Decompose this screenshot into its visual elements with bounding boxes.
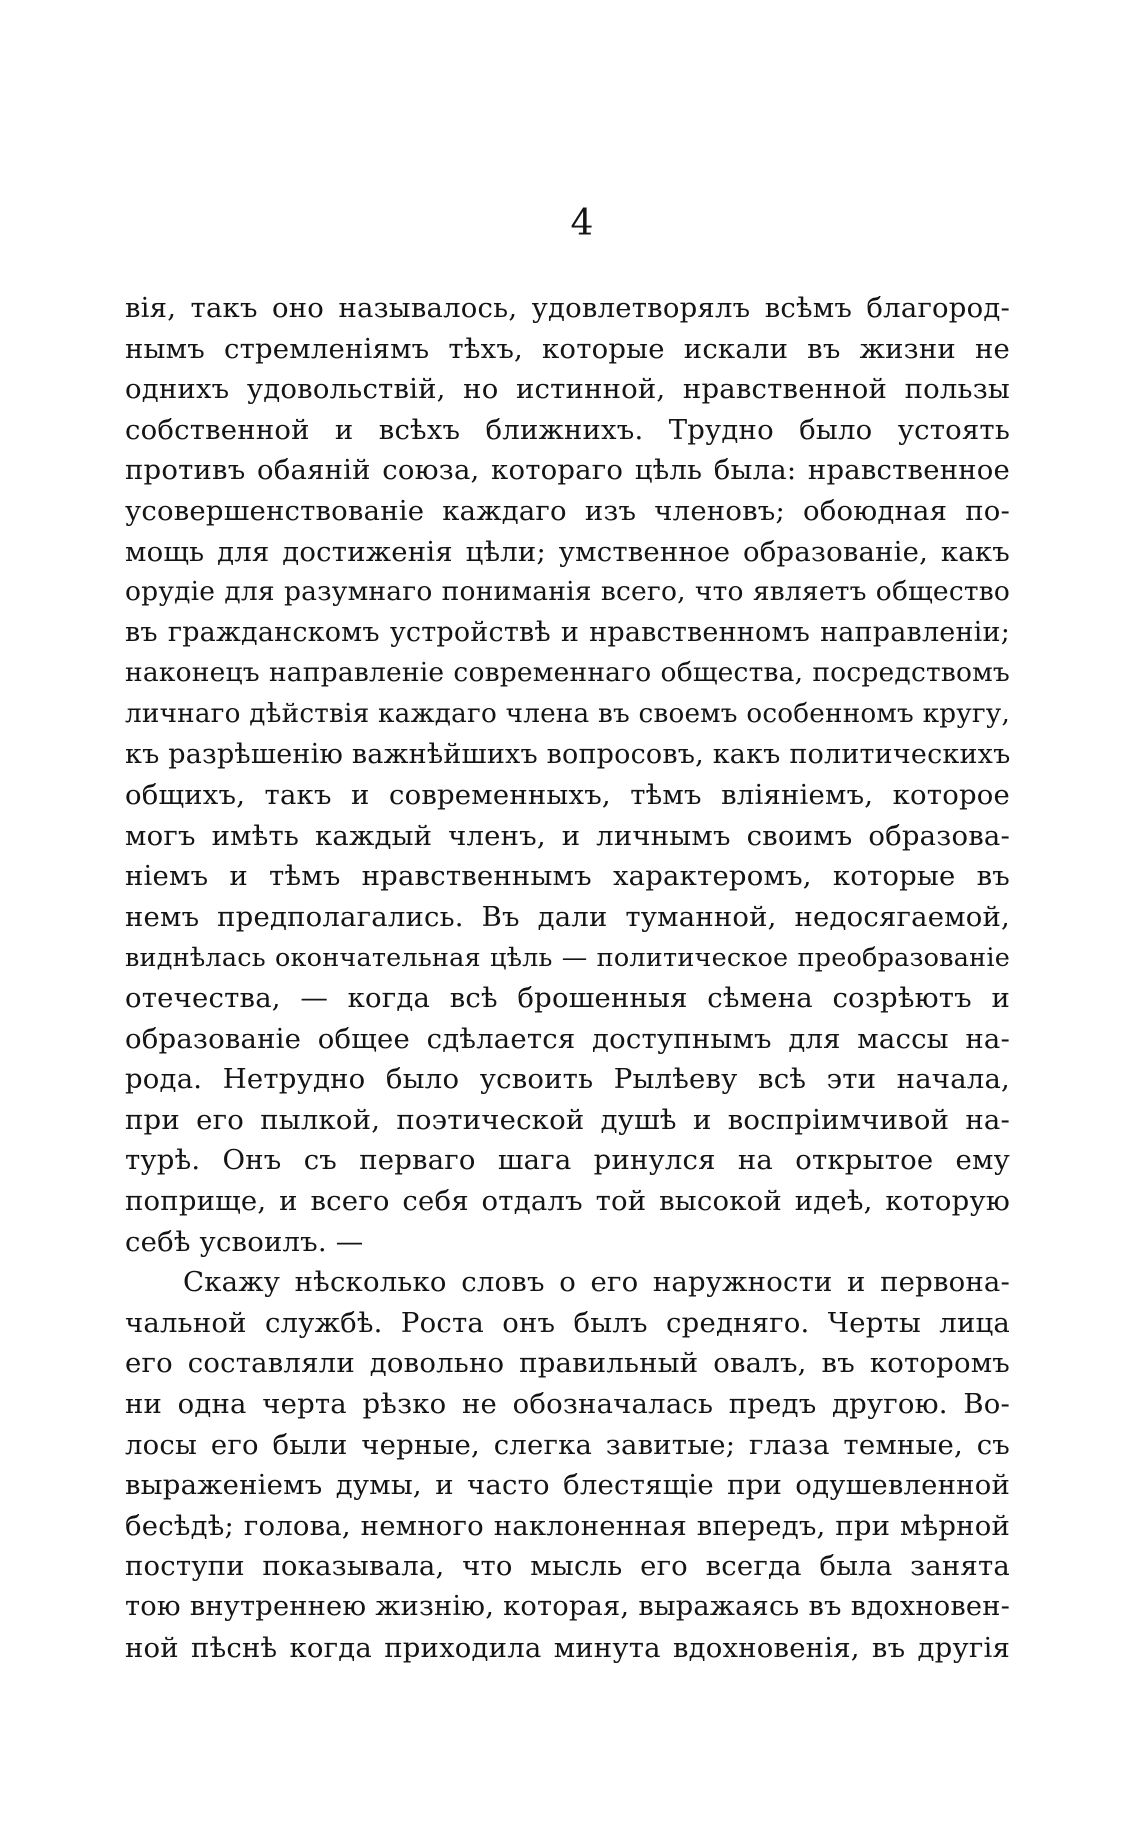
text-line: его составляли довольно правильный овалъ, въ которомъ — [125, 1347, 1010, 1380]
text-line: себѣ усвоилъ. — — [125, 1225, 364, 1258]
paragraph-2 — [125, 1262, 1010, 1668]
text-line: общихъ, такъ и современныхъ, тѣмъ вліяніемъ, которое — [125, 779, 1010, 812]
text-line: собственной и всѣхъ ближнихъ. Трудно было устоять — [125, 413, 1010, 446]
text-line: бесѣдѣ; голова, немного наклоненная впередъ, при мѣрной — [125, 1509, 1010, 1542]
text-line: отечества, — когда всѣ брошенныя сѣмена созрѣютъ и — [125, 982, 1010, 1015]
text-line: къ разрѣшенію важнѣйшихъ вопросовъ, какъ политическихъ — [125, 738, 1011, 770]
text-line: при его пылкой, поэтической душѣ и воспріимчивой на- — [125, 1103, 1010, 1136]
text-line: чальной службѣ. Роста онъ былъ средняго. Черты лица — [125, 1306, 1010, 1339]
text-line: поприще, и всего себя отдалъ той высокой идеѣ, которую — [125, 1185, 1010, 1218]
text-line: орудіе для разумнаго пониманія всего, что являетъ общество — [125, 576, 1010, 608]
text-line: противъ обаяній союза, котораго цѣль была: нравственное — [125, 454, 1010, 487]
text-line: вія, такъ оно называлось, удовлетворялъ всѣмъ благород- — [125, 292, 1010, 324]
text-line: поступи показывала, что мысль его всегда была занята — [125, 1550, 1010, 1583]
body-text — [125, 288, 1010, 1668]
text-line: наконецъ направленіе современнаго общества, посредствомъ — [125, 657, 1010, 689]
text-line: въ гражданскомъ устройствѣ и нравственномъ направленіи; — [125, 616, 1010, 648]
text-line: личнаго дѣйствія каждаго члена въ своемъ особенномъ кругу, — [125, 698, 1010, 729]
text-line: Скажу нѣсколько словъ о его наружности и первона- — [183, 1266, 1010, 1299]
text-line: усовершенствованіе каждаго изъ членовъ; обоюдная по- — [125, 494, 1010, 527]
text-line: могъ имѣть каждый членъ, и личнымъ своимъ образова- — [125, 819, 1010, 852]
page-number: 4 — [570, 203, 594, 244]
text-line: нымъ стремленіямъ тѣхъ, которые искали въ жизни не — [125, 332, 1010, 365]
text-line: мощь для достиженія цѣли; умственное образованіе, какъ — [125, 535, 1010, 568]
text-line: тою внутреннею жизнію, которая, выражаясь въ вдохновен- — [125, 1591, 1010, 1622]
text-line: однихъ удовольствій, но истинной, нравственной пользы — [125, 373, 1010, 406]
text-line: выраженіемъ думы, и часто блестящіе при одушевленной — [125, 1469, 1010, 1502]
text-line: немъ предполагались. Въ дали туманной, недосягаемой, — [125, 900, 1010, 933]
text-line: лосы его были черные, слегка завитые; глаза темные, съ — [125, 1428, 1010, 1461]
text-line: ни одна черта рѣзко не обозначалась предъ другою. Во- — [125, 1388, 1010, 1421]
text-line: турѣ. Онъ съ перваго шага ринулся на открытое ему — [125, 1144, 1010, 1177]
text-line: виднѣлась окончательная цѣль — политическое преобразованіе — [125, 942, 1010, 973]
text-line: рода. Нетрудно было усвоить Рылѣеву всѣ эти начала, — [125, 1063, 1010, 1096]
paragraph-1 — [125, 288, 1010, 1262]
text-line: ніемъ и тѣмъ нравственнымъ характеромъ, которые въ — [125, 860, 1010, 893]
text-line: ной пѣснѣ когда приходила минута вдохновенія, въ другія — [125, 1631, 1010, 1664]
text-line: образованіе общее сдѣлается доступнымъ для массы на- — [125, 1022, 1010, 1055]
